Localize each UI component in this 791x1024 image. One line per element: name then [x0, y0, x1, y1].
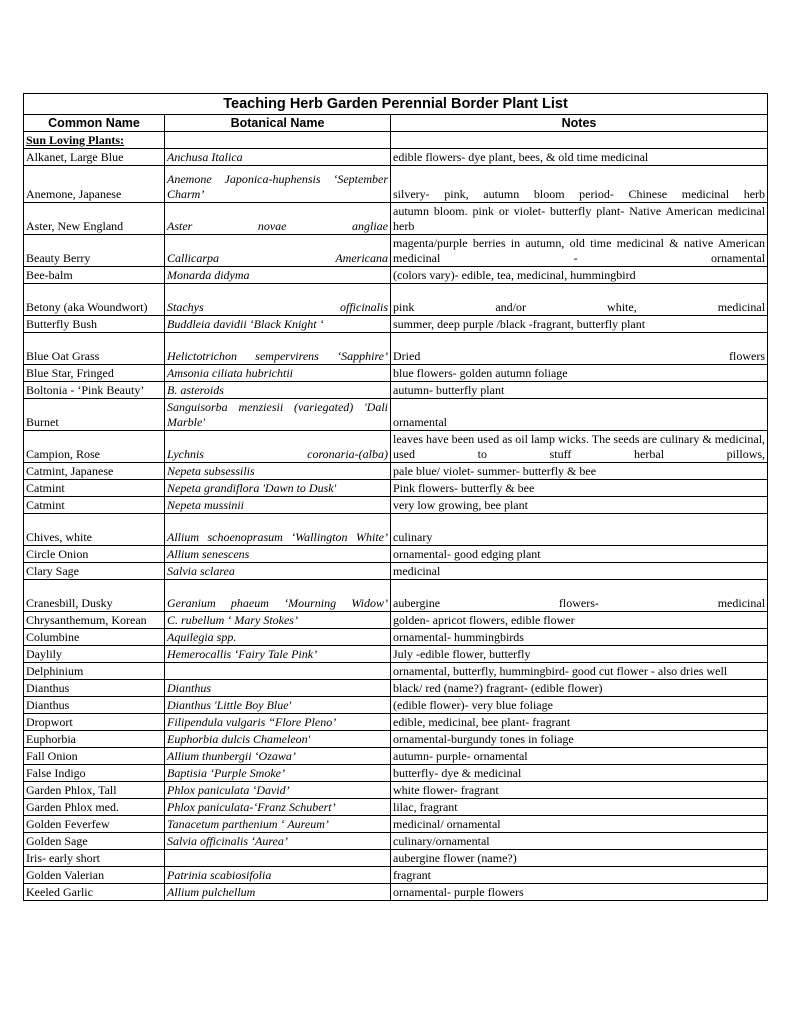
common-name-cell: Betony (aka Woundwort) — [24, 284, 165, 316]
table-row — [24, 431, 768, 463]
common-name-cell: Blue Oat Grass — [24, 333, 165, 365]
common-name-cell: Butterfly Bush — [24, 316, 165, 333]
notes-cell: golden- apricot flowers, edible flower — [391, 612, 768, 629]
table-row — [24, 382, 768, 399]
botanical-name-cell: Allium pulchellum — [165, 884, 391, 901]
notes-cell: silvery- pink, autumn bloom period- Chinese medicinal herb — [391, 166, 768, 203]
botanical-name-cell: Dianthus 'Little Boy Blue' — [165, 697, 391, 714]
notes-cell: autumn- butterfly plant — [391, 382, 768, 399]
table-row — [24, 497, 768, 514]
botanical-name-cell: Anemone Japonica-huphensis ‘September Charm’ — [165, 166, 391, 203]
table-row — [24, 316, 768, 333]
common-name-cell: Alkanet, Large Blue — [24, 149, 165, 166]
botanical-name-cell: Sanguisorba menziesii (variegated) 'Dali Marble' — [165, 399, 391, 431]
table-row — [24, 235, 768, 267]
common-name-cell: Garden Phlox med. — [24, 799, 165, 816]
botanical-name-cell: Phlox paniculata-‘Franz Schubert’ — [165, 799, 391, 816]
table-row — [24, 203, 768, 235]
table-row — [24, 333, 768, 365]
table-row — [24, 149, 768, 166]
common-name-cell: Boltonia - ‘Pink Beauty’ — [24, 382, 165, 399]
notes-cell: ornamental- hummingbirds — [391, 629, 768, 646]
table-row — [24, 850, 768, 867]
common-name-cell: Garden Phlox, Tall — [24, 782, 165, 799]
plant-list-table — [23, 93, 768, 901]
botanical-name-cell: Hemerocallis ‘Fairy Tale Pink’ — [165, 646, 391, 663]
notes-cell: black/ red (name?) fragrant- (edible flower) — [391, 680, 768, 697]
notes-cell: lilac, fragrant — [391, 799, 768, 816]
botanical-name-cell: Lychnis coronaria-(alba) — [165, 431, 391, 463]
notes-cell: autumn- purple- ornamental — [391, 748, 768, 765]
common-name-cell: Bee-balm — [24, 267, 165, 284]
botanical-name-cell: Euphorbia dulcis Chameleon' — [165, 731, 391, 748]
botanical-name-cell: Dianthus — [165, 680, 391, 697]
common-name-cell: Burnet — [24, 399, 165, 431]
notes-cell: magenta/purple berries in autumn, old time medicinal & native American medicinal - ornamental — [391, 235, 768, 267]
common-name-cell: Catmint, Japanese — [24, 463, 165, 480]
notes-cell: culinary/ornamental — [391, 833, 768, 850]
notes-cell: ornamental- purple flowers — [391, 884, 768, 901]
notes-cell: autumn bloom. pink or violet- butterfly plant- Native American medicinal herb — [391, 203, 768, 235]
table-row — [24, 580, 768, 612]
notes-cell: aubergine flowers- medicinal — [391, 580, 768, 612]
table-row — [24, 833, 768, 850]
table-row — [24, 399, 768, 431]
table-row — [24, 663, 768, 680]
common-name-cell: Dropwort — [24, 714, 165, 731]
table-row — [24, 612, 768, 629]
notes-cell: edible, medicinal, bee plant- fragrant — [391, 714, 768, 731]
table-row — [24, 697, 768, 714]
common-name-cell: Daylily — [24, 646, 165, 663]
common-name-cell: Chives, white — [24, 514, 165, 546]
botanical-name-cell: Nepeta subsessilis — [165, 463, 391, 480]
botanical-name-cell: Aster novae angliae — [165, 203, 391, 235]
table-row — [24, 816, 768, 833]
notes-cell: leaves have been used as oil lamp wicks. The seeds are culinary & medicinal, used to stuff herbal pillows, — [391, 431, 768, 463]
botanical-name-cell: Allium schoenoprasum ‘Wallington White’ — [165, 514, 391, 546]
column-header-botanical-name: Botanical Name — [165, 115, 391, 132]
table-row — [24, 365, 768, 382]
table-row — [24, 166, 768, 203]
table-row — [24, 748, 768, 765]
botanical-name-cell: Buddleia davidii ‘Black Knight ‘ — [165, 316, 391, 333]
botanical-name-cell: C. rubellum ‘ Mary Stokes’ — [165, 612, 391, 629]
common-name-cell: Golden Sage — [24, 833, 165, 850]
notes-cell: ornamental, butterfly, hummingbird- good cut flower - also dries well — [391, 663, 768, 680]
botanical-name-cell: Amsonia ciliata hubrichtii — [165, 365, 391, 382]
column-header-common-name: Common Name — [24, 115, 165, 132]
notes-cell: pale blue/ violet- summer- butterfly & bee — [391, 463, 768, 480]
table-row — [24, 646, 768, 663]
common-name-cell: Delphinium — [24, 663, 165, 680]
botanical-name-cell: Monarda didyma — [165, 267, 391, 284]
common-name-cell: Iris- early short — [24, 850, 165, 867]
common-name-cell: Blue Star, Fringed — [24, 365, 165, 382]
botanical-name-cell: Stachys officinalis — [165, 284, 391, 316]
botanical-name-cell: Anchusa Italica — [165, 149, 391, 166]
botanical-name-cell: Nepeta grandiflora 'Dawn to Dusk' — [165, 480, 391, 497]
empty-cell — [165, 132, 391, 149]
common-name-cell: Euphorbia — [24, 731, 165, 748]
notes-cell: summer, deep purple /black -fragrant, butterfly plant — [391, 316, 768, 333]
notes-cell: ornamental-burgundy tones in foliage — [391, 731, 768, 748]
table-row — [24, 799, 768, 816]
table-row — [24, 867, 768, 884]
column-header-notes: Notes — [391, 115, 768, 132]
table-row — [24, 284, 768, 316]
botanical-name-cell: Tanacetum parthenium ‘ Aureum’ — [165, 816, 391, 833]
common-name-cell: Cranesbill, Dusky — [24, 580, 165, 612]
botanical-name-cell: Geranium phaeum ‘Mourning Widow’ — [165, 580, 391, 612]
section-label: Sun Loving Plants: — [24, 132, 165, 149]
common-name-cell: Dianthus — [24, 680, 165, 697]
common-name-cell: Golden Valerian — [24, 867, 165, 884]
notes-cell: (colors vary)- edible, tea, medicinal, hummingbird — [391, 267, 768, 284]
notes-cell: butterfly- dye & medicinal — [391, 765, 768, 782]
common-name-cell: False Indigo — [24, 765, 165, 782]
botanical-name-cell: Salvia sclarea — [165, 563, 391, 580]
botanical-name-cell: Callicarpa Americana — [165, 235, 391, 267]
common-name-cell: Aster, New England — [24, 203, 165, 235]
notes-cell: Pink flowers- butterfly & bee — [391, 480, 768, 497]
notes-cell: medicinal — [391, 563, 768, 580]
notes-cell: blue flowers- golden autumn foliage — [391, 365, 768, 382]
table-row — [24, 680, 768, 697]
common-name-cell: Chrysanthemum, Korean — [24, 612, 165, 629]
notes-cell: July -edible flower, butterfly — [391, 646, 768, 663]
botanical-name-cell: Salvia officinalis ‘Aurea’ — [165, 833, 391, 850]
botanical-name-cell — [165, 663, 391, 680]
page-title: Teaching Herb Garden Perennial Border Plant List — [24, 94, 768, 115]
botanical-name-cell: Allium senescens — [165, 546, 391, 563]
table-row — [24, 514, 768, 546]
notes-cell: edible flowers- dye plant, bees, & old time medicinal — [391, 149, 768, 166]
table-row — [24, 267, 768, 284]
botanical-name-cell: Allium thunbergii ‘Ozawa’ — [165, 748, 391, 765]
notes-cell: culinary — [391, 514, 768, 546]
table-row — [24, 714, 768, 731]
common-name-cell: Circle Onion — [24, 546, 165, 563]
common-name-cell: Columbine — [24, 629, 165, 646]
empty-cell — [391, 132, 768, 149]
notes-cell: Dried flowers — [391, 333, 768, 365]
table-row — [24, 480, 768, 497]
table-row — [24, 884, 768, 901]
table-row — [24, 546, 768, 563]
table-row — [24, 782, 768, 799]
common-name-cell: Campion, Rose — [24, 431, 165, 463]
table-row — [24, 731, 768, 748]
notes-cell: (edible flower)- very blue foliage — [391, 697, 768, 714]
botanical-name-cell: Patrinia scabiosifolia — [165, 867, 391, 884]
notes-cell: fragrant — [391, 867, 768, 884]
common-name-cell: Catmint — [24, 497, 165, 514]
notes-cell: very low growing, bee plant — [391, 497, 768, 514]
botanical-name-cell: Aquilegia spp. — [165, 629, 391, 646]
table-row — [24, 629, 768, 646]
common-name-cell: Anemone, Japanese — [24, 166, 165, 203]
notes-cell: pink and/or white, medicinal — [391, 284, 768, 316]
common-name-cell: Beauty Berry — [24, 235, 165, 267]
common-name-cell: Keeled Garlic — [24, 884, 165, 901]
notes-cell: ornamental — [391, 399, 768, 431]
botanical-name-cell: B. asteroids — [165, 382, 391, 399]
botanical-name-cell: Baptisia ‘Purple Smoke’ — [165, 765, 391, 782]
table-row — [24, 563, 768, 580]
botanical-name-cell — [165, 850, 391, 867]
common-name-cell: Golden Feverfew — [24, 816, 165, 833]
common-name-cell: Dianthus — [24, 697, 165, 714]
common-name-cell: Clary Sage — [24, 563, 165, 580]
botanical-name-cell: Filipendula vulgaris “Flore Pleno’ — [165, 714, 391, 731]
notes-cell: aubergine flower (name?) — [391, 850, 768, 867]
table-row — [24, 463, 768, 480]
common-name-cell: Fall Onion — [24, 748, 165, 765]
common-name-cell: Catmint — [24, 480, 165, 497]
notes-cell: medicinal/ ornamental — [391, 816, 768, 833]
notes-cell: ornamental- good edging plant — [391, 546, 768, 563]
notes-cell: white flower- fragrant — [391, 782, 768, 799]
table-row — [24, 765, 768, 782]
botanical-name-cell: Nepeta mussinii — [165, 497, 391, 514]
botanical-name-cell: Helictotrichon sempervirens ‘Sapphire’ — [165, 333, 391, 365]
botanical-name-cell: Phlox paniculata ‘David’ — [165, 782, 391, 799]
